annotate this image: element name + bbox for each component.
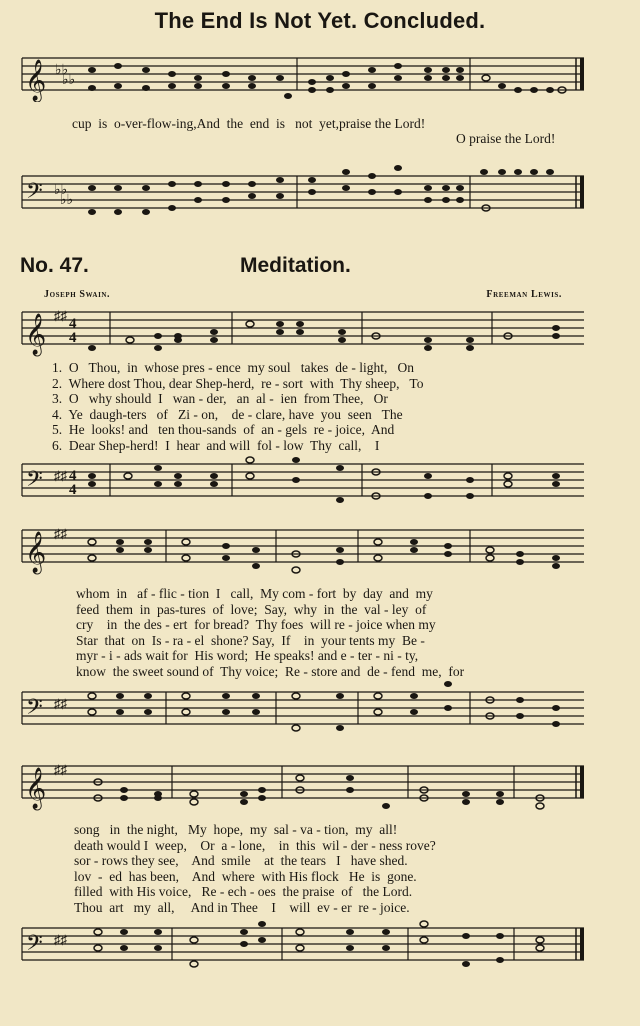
verse-5-line: myr - i - ads wait for His word; He speaks! and e - ter - ni - ty, bbox=[76, 648, 419, 664]
svg-text:4: 4 bbox=[69, 482, 77, 498]
svg-text:♭♭: ♭♭ bbox=[60, 193, 74, 208]
verse-1-line: whom in af - flic - tion I call, My com - fort by day and my bbox=[76, 586, 433, 601]
svg-text:4: 4 bbox=[69, 468, 77, 484]
svg-text:𝄢: 𝄢 bbox=[26, 467, 43, 496]
svg-text:𝄢: 𝄢 bbox=[26, 931, 43, 960]
verse-5-line: 5. He looks! and ten thou-sands of an - gels re - joice, And bbox=[52, 422, 395, 438]
flat-icon: ♭♭ bbox=[55, 63, 69, 78]
top-treble-staff bbox=[0, 52, 640, 102]
system-3-bass-staff bbox=[0, 916, 640, 972]
system-2-treble-staff bbox=[0, 518, 640, 580]
verse-2-line: 2. Where dost Thou, dear Shep-herd, re - sort with Thy sheep, To bbox=[52, 375, 424, 391]
system-2-bass-staff bbox=[0, 680, 640, 738]
verse-2-line: death would I weep, Or a - lone, in this wil - der - ness rove? bbox=[74, 837, 436, 853]
top-bass-staff bbox=[0, 162, 640, 224]
svg-text:♯♯: ♯♯ bbox=[54, 468, 67, 483]
hymn-title: Meditation. bbox=[240, 254, 351, 277]
verse-2-line: feed them in pas-tures of love; Say, why in the val - ley of bbox=[76, 601, 427, 617]
verse-4-line: 4. Ye daugh-ters of Zi - on, de - clare, have you seen The bbox=[52, 406, 403, 422]
verse-1-line: 1. O Thou, in whose pres - ence my soul takes de - light, On bbox=[52, 360, 414, 375]
sharp-icon: ♯♯ bbox=[54, 308, 67, 323]
treble-clef-icon: 𝄞 bbox=[25, 60, 47, 101]
svg-text:♭♭: ♭♭ bbox=[54, 183, 68, 198]
verse-6-line: 6. Dear Shep-herd! I hear and will fol - low Thy call, I bbox=[52, 438, 380, 453]
system-1-treble-staff bbox=[0, 304, 640, 358]
verse-5-line: filled with His voice, Re - ech - oes the praise of the Lord. bbox=[74, 884, 413, 900]
svg-text:4: 4 bbox=[69, 330, 77, 346]
svg-text:♭♭: ♭♭ bbox=[62, 73, 76, 88]
svg-text:𝄢: 𝄢 bbox=[26, 695, 43, 724]
previous-hymn-lyric-line: cup is o-ver-flow-ing,And the end is not yet,praise the Lord! bbox=[72, 116, 426, 131]
system-3-treble-staff bbox=[0, 754, 640, 814]
svg-text:♯♯: ♯♯ bbox=[54, 932, 67, 947]
verse-6-line: know the sweet sound of Thy voice; Re - store and de - fend me, for bbox=[76, 664, 465, 679]
previous-hymn-lyric-line-2: O praise the Lord! bbox=[456, 131, 556, 146]
verse-4-line: Star that on Is - ra - el shone? Say, If in your tents my Be - bbox=[76, 632, 425, 648]
svg-text:𝄞: 𝄞 bbox=[25, 768, 47, 808]
svg-text:𝄞: 𝄞 bbox=[25, 314, 47, 354]
author-credit: Joseph Swain. bbox=[44, 289, 111, 300]
svg-text:♯♯: ♯♯ bbox=[54, 762, 67, 777]
svg-text:♯♯: ♯♯ bbox=[54, 526, 67, 541]
bass-clef-icon: 𝄢 bbox=[26, 179, 43, 208]
hymn-number: No. 47. bbox=[20, 254, 89, 277]
verse-1-line: song in the night, My hope, my sal - va - tion, my all! bbox=[74, 822, 398, 837]
verse-3-line: 3. O why should I wan - der, an al - ien from Thee, Or bbox=[52, 391, 388, 407]
svg-text:4: 4 bbox=[69, 316, 77, 332]
verse-4-line: lov - ed has been, And where with His flock He is gone. bbox=[74, 868, 417, 884]
svg-text:♯♯: ♯♯ bbox=[54, 696, 67, 711]
verse-3-line: cry in the des - ert for bread? Thy foes will re - joice when my bbox=[76, 617, 436, 633]
verse-3-line: sor - rows they see, And smile at the tears I have shed. bbox=[74, 853, 408, 869]
system-1-bass-staff bbox=[0, 452, 640, 508]
composer-credit: Freeman Lewis. bbox=[486, 289, 562, 300]
previous-hymn-title: The End Is Not Yet. Concluded. bbox=[154, 8, 486, 33]
verse-6-line: Thou art my all, And in Thee I will ev - er re - joice. bbox=[74, 900, 410, 915]
svg-text:𝄞: 𝄞 bbox=[25, 532, 47, 572]
